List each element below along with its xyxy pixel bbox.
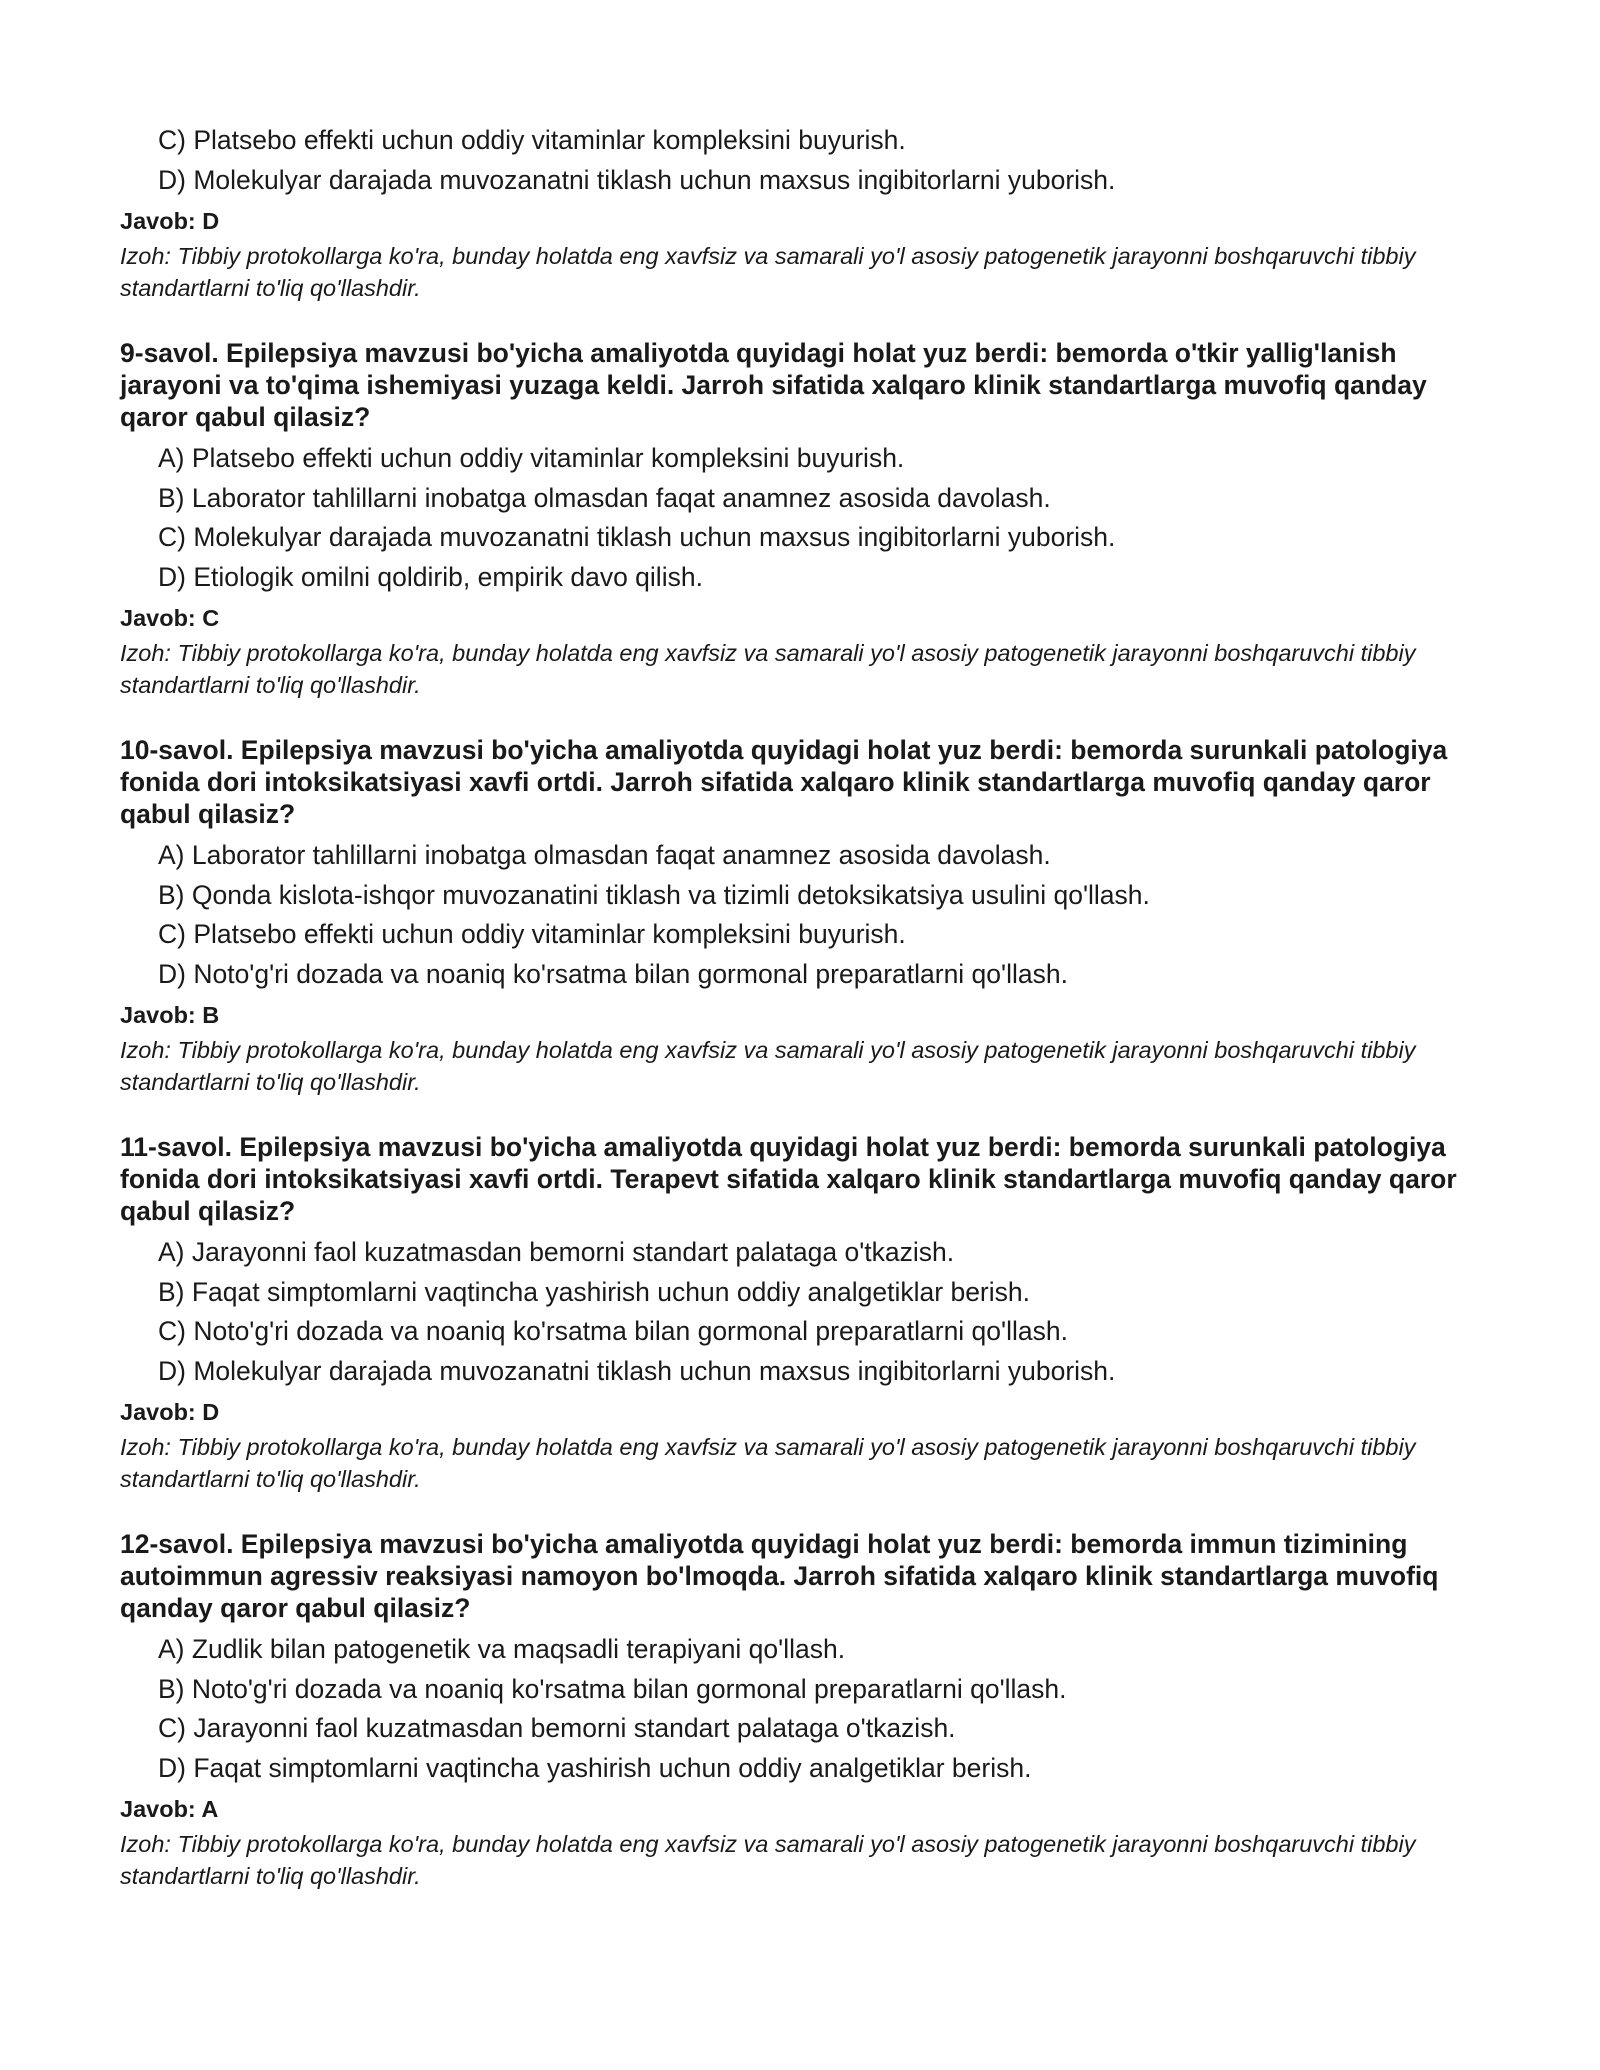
question-10 (120, 734, 1500, 1098)
option-b: B) Laborator tahlillarni inobatga olmasdan faqat anamnez asosida davolash. (158, 482, 1051, 513)
option-d: D) Etiologik omilni qoldirib, empirik davo qilish. (158, 561, 703, 592)
option-a: A) Laborator tahlillarni inobatga olmasdan faqat anamnez asosida davolash. (158, 840, 1051, 870)
option-d: D) Molekulyar darajada muvozanatni tiklash uchun maxsus ingibitorlarni yuborish. (158, 164, 1116, 195)
answer-line: Javob: B (120, 1002, 220, 1028)
option-b: B) Noto'g'ri dozada va noaniq ko'rsatma bilan gormonal preparatlarni qo'llash. (158, 1673, 1067, 1704)
explanation-note: Izoh: Tibbiy protokollarga ko'ra, bunday holatda eng xavfsiz va samarali yo'l asosiy patogenetik jarayonni boshqaruvchi tibbiy standartlarni to'liq qo'llashdir. (120, 243, 1416, 301)
option-b: B) Faqat simptomlarni vaqtincha yashirish uchun oddiy analgetiklar berish. (158, 1276, 1030, 1307)
option-c: C) Platsebo effekti uchun oddiy vitaminlar kompleksini buyurish. (158, 125, 906, 155)
option-d: D) Faqat simptomlarni vaqtincha yashirish uchun oddiy analgetiklar berish. (158, 1752, 1032, 1783)
explanation-note: Izoh: Tibbiy protokollarga ko'ra, bunday holatda eng xavfsiz va samarali yo'l asosiy patogenetik jarayonni boshqaruvchi tibbiy standartlarni to'liq qo'llashdir. (120, 1037, 1416, 1095)
option-a: A) Zudlik bilan patogenetik va maqsadli terapiyani qo'llash. (158, 1634, 846, 1664)
explanation-note: Izoh: Tibbiy protokollarga ko'ra, bunday holatda eng xavfsiz va samarali yo'l asosiy patogenetik jarayonni boshqaruvchi tibbiy standartlarni to'liq qo'llashdir. (120, 1434, 1416, 1492)
option-a: A) Jarayonni faol kuzatmasdan bemorni standart palataga o'tkazish. (158, 1237, 955, 1267)
question-9 (120, 337, 1500, 701)
question-12 (120, 1528, 1500, 1892)
explanation-note: Izoh: Tibbiy protokollarga ko'ra, bunday holatda eng xavfsiz va samarali yo'l asosiy patogenetik jarayonni boshqaruvchi tibbiy standartlarni to'liq qo'llashdir. (120, 1831, 1416, 1889)
question-text: 11-savol. Epilepsiya mavzusi bo'yicha amaliyotda quyidagi holat yuz berdi: bemorda surunkali patologiya fonida dori intoksikatsiyasi xavfi ortdi. Terapevt sifatida xalqaro klinik standartlarga muvofiq qanday qaror qabul qilasiz? (120, 1132, 1457, 1226)
option-d: D) Noto'g'ri dozada va noaniq ko'rsatma bilan gormonal preparatlarni qo'llash. (158, 958, 1068, 989)
option-a: A) Platsebo effekti uchun oddiy vitaminlar kompleksini buyurish. (158, 443, 905, 473)
question-text: 9-savol. Epilepsiya mavzusi bo'yicha amaliyotda quyidagi holat yuz berdi: bemorda o'tkir yallig'lanish jarayoni va to'qima ishemiyasi yuzaga keldi. Jarroh sifatida xalqaro klinik standartlarga muvofiq qanday qaror qabul qilasiz? (120, 338, 1427, 432)
question-text: 10-savol. Epilepsiya mavzusi bo'yicha amaliyotda quyidagi holat yuz berdi: bemorda surunkali patologiya fonida dori intoksikatsiyasi xavfi ortdi. Jarroh sifatida xalqaro klinik standartlarga muvofiq qanday qaror qabul qilasiz? (120, 735, 1448, 829)
option-c: C) Noto'g'ri dozada va noaniq ko'rsatma bilan gormonal preparatlarni qo'llash. (158, 1316, 1068, 1346)
explanation-note: Izoh: Tibbiy protokollarga ko'ra, bunday holatda eng xavfsiz va samarali yo'l asosiy patogenetik jarayonni boshqaruvchi tibbiy standartlarni to'liq qo'llashdir. (120, 640, 1416, 698)
question-11 (120, 1131, 1500, 1495)
option-b: B) Qonda kislota-ishqor muvozanatini tiklash va tizimli detoksikatsiya usulini qo'llash. (158, 879, 1150, 910)
option-c: C) Platsebo effekti uchun oddiy vitaminlar kompleksini buyurish. (158, 919, 906, 949)
answer-line: Javob: A (120, 1796, 219, 1822)
question-text: 12-savol. Epilepsiya mavzusi bo'yicha amaliyotda quyidagi holat yuz berdi: bemorda immun tizimining autoimmun agressiv reaksiyasi namoyon bo'lmoqda. Jarroh sifatida xalqaro klinik standartlarga muvofiq qanday qaror qabul qilasiz? (120, 1529, 1439, 1623)
answer-line: Javob: D (120, 1399, 220, 1425)
answer-line: Javob: D (120, 208, 220, 234)
option-d: D) Molekulyar darajada muvozanatni tiklash uchun maxsus ingibitorlarni yuborish. (158, 1355, 1116, 1386)
answer-line: Javob: C (120, 605, 220, 631)
option-c: C) Jarayonni faol kuzatmasdan bemorni standart palataga o'tkazish. (158, 1713, 956, 1743)
option-c: C) Molekulyar darajada muvozanatni tiklash uchun maxsus ingibitorlarni yuborish. (158, 522, 1116, 552)
document-page (120, 121, 1500, 1892)
previous-question-tail (120, 121, 1500, 304)
